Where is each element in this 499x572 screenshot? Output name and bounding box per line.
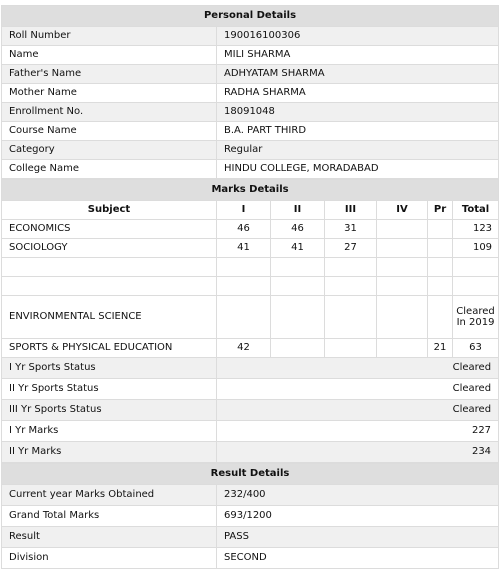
result-details-table [1, 463, 499, 569]
col-total: Total [453, 201, 499, 220]
course-label: Course Name [2, 122, 217, 141]
mark-total: 63 [453, 339, 499, 358]
roll-number-label: Roll Number [2, 27, 217, 46]
subject-cell: SOCIOLOGY [2, 239, 217, 258]
table-row [2, 239, 499, 258]
col-iii: III [325, 201, 377, 220]
subject-cell: ECONOMICS [2, 220, 217, 239]
result-label: Result [2, 527, 217, 548]
mark-i: 46 [217, 220, 271, 239]
division-value: SECOND [217, 548, 499, 569]
table-row [2, 220, 499, 239]
mark-pr [428, 220, 453, 239]
col-ii: II [271, 201, 325, 220]
mark-total: 109 [453, 239, 499, 258]
sports-status-3-label: III Yr Sports Status [2, 400, 217, 421]
sports-status-1-value: Cleared [217, 358, 499, 379]
sports-status-2-value: Cleared [217, 379, 499, 400]
empty-row [2, 277, 499, 296]
current-marks-label: Current year Marks Obtained [2, 485, 217, 506]
subject-cell: ENVIRONMENTAL SCIENCE [2, 296, 217, 339]
empty-row [2, 258, 499, 277]
result-card [1, 5, 498, 569]
year1-marks-label: I Yr Marks [2, 421, 217, 442]
grand-total-value: 693/1200 [217, 506, 499, 527]
father-name-label: Father's Name [2, 65, 217, 84]
enrollment-label: Enrollment No. [2, 103, 217, 122]
personal-details-title: Personal Details [2, 6, 499, 27]
marks-details-title: Marks Details [2, 180, 499, 201]
result-details-title: Result Details [2, 464, 499, 485]
mark-i: 42 [217, 339, 271, 358]
mark-total: 123 [453, 220, 499, 239]
sports-status-2-label: II Yr Sports Status [2, 379, 217, 400]
mark-ii: 41 [271, 239, 325, 258]
mother-name-value: RADHA SHARMA [217, 84, 499, 103]
col-i: I [217, 201, 271, 220]
subject-cell: SPORTS & PHYSICAL EDUCATION [2, 339, 217, 358]
col-subject: Subject [2, 201, 217, 220]
enrollment-value: 18091048 [217, 103, 499, 122]
col-pr: Pr [428, 201, 453, 220]
mark-iv [377, 239, 428, 258]
name-label: Name [2, 46, 217, 65]
mark-iii: 27 [325, 239, 377, 258]
grand-total-label: Grand Total Marks [2, 506, 217, 527]
marks-details-table [1, 179, 499, 463]
father-name-value: ADHYATAM SHARMA [217, 65, 499, 84]
college-value: HINDU COLLEGE, MORADABAD [217, 160, 499, 179]
mother-name-label: Mother Name [2, 84, 217, 103]
mark-i: 41 [217, 239, 271, 258]
table-row [2, 296, 499, 339]
mark-total: Cleared In 2019 [453, 296, 499, 339]
mark-iii: 31 [325, 220, 377, 239]
personal-details-table [1, 5, 499, 179]
division-label: Division [2, 548, 217, 569]
roll-number-value: 190016100306 [217, 27, 499, 46]
category-label: Category [2, 141, 217, 160]
sports-status-1-label: I Yr Sports Status [2, 358, 217, 379]
year2-marks-value: 234 [217, 442, 499, 463]
mark-iv [377, 220, 428, 239]
course-value: B.A. PART THIRD [217, 122, 499, 141]
current-marks-value: 232/400 [217, 485, 499, 506]
college-label: College Name [2, 160, 217, 179]
sports-status-3-value: Cleared [217, 400, 499, 421]
name-value: MILI SHARMA [217, 46, 499, 65]
result-value: PASS [217, 527, 499, 548]
mark-pr [428, 239, 453, 258]
category-value: Regular [217, 141, 499, 160]
year2-marks-label: II Yr Marks [2, 442, 217, 463]
year1-marks-value: 227 [217, 421, 499, 442]
mark-pr: 21 [428, 339, 453, 358]
table-row [2, 339, 499, 358]
col-iv: IV [377, 201, 428, 220]
mark-ii: 46 [271, 220, 325, 239]
